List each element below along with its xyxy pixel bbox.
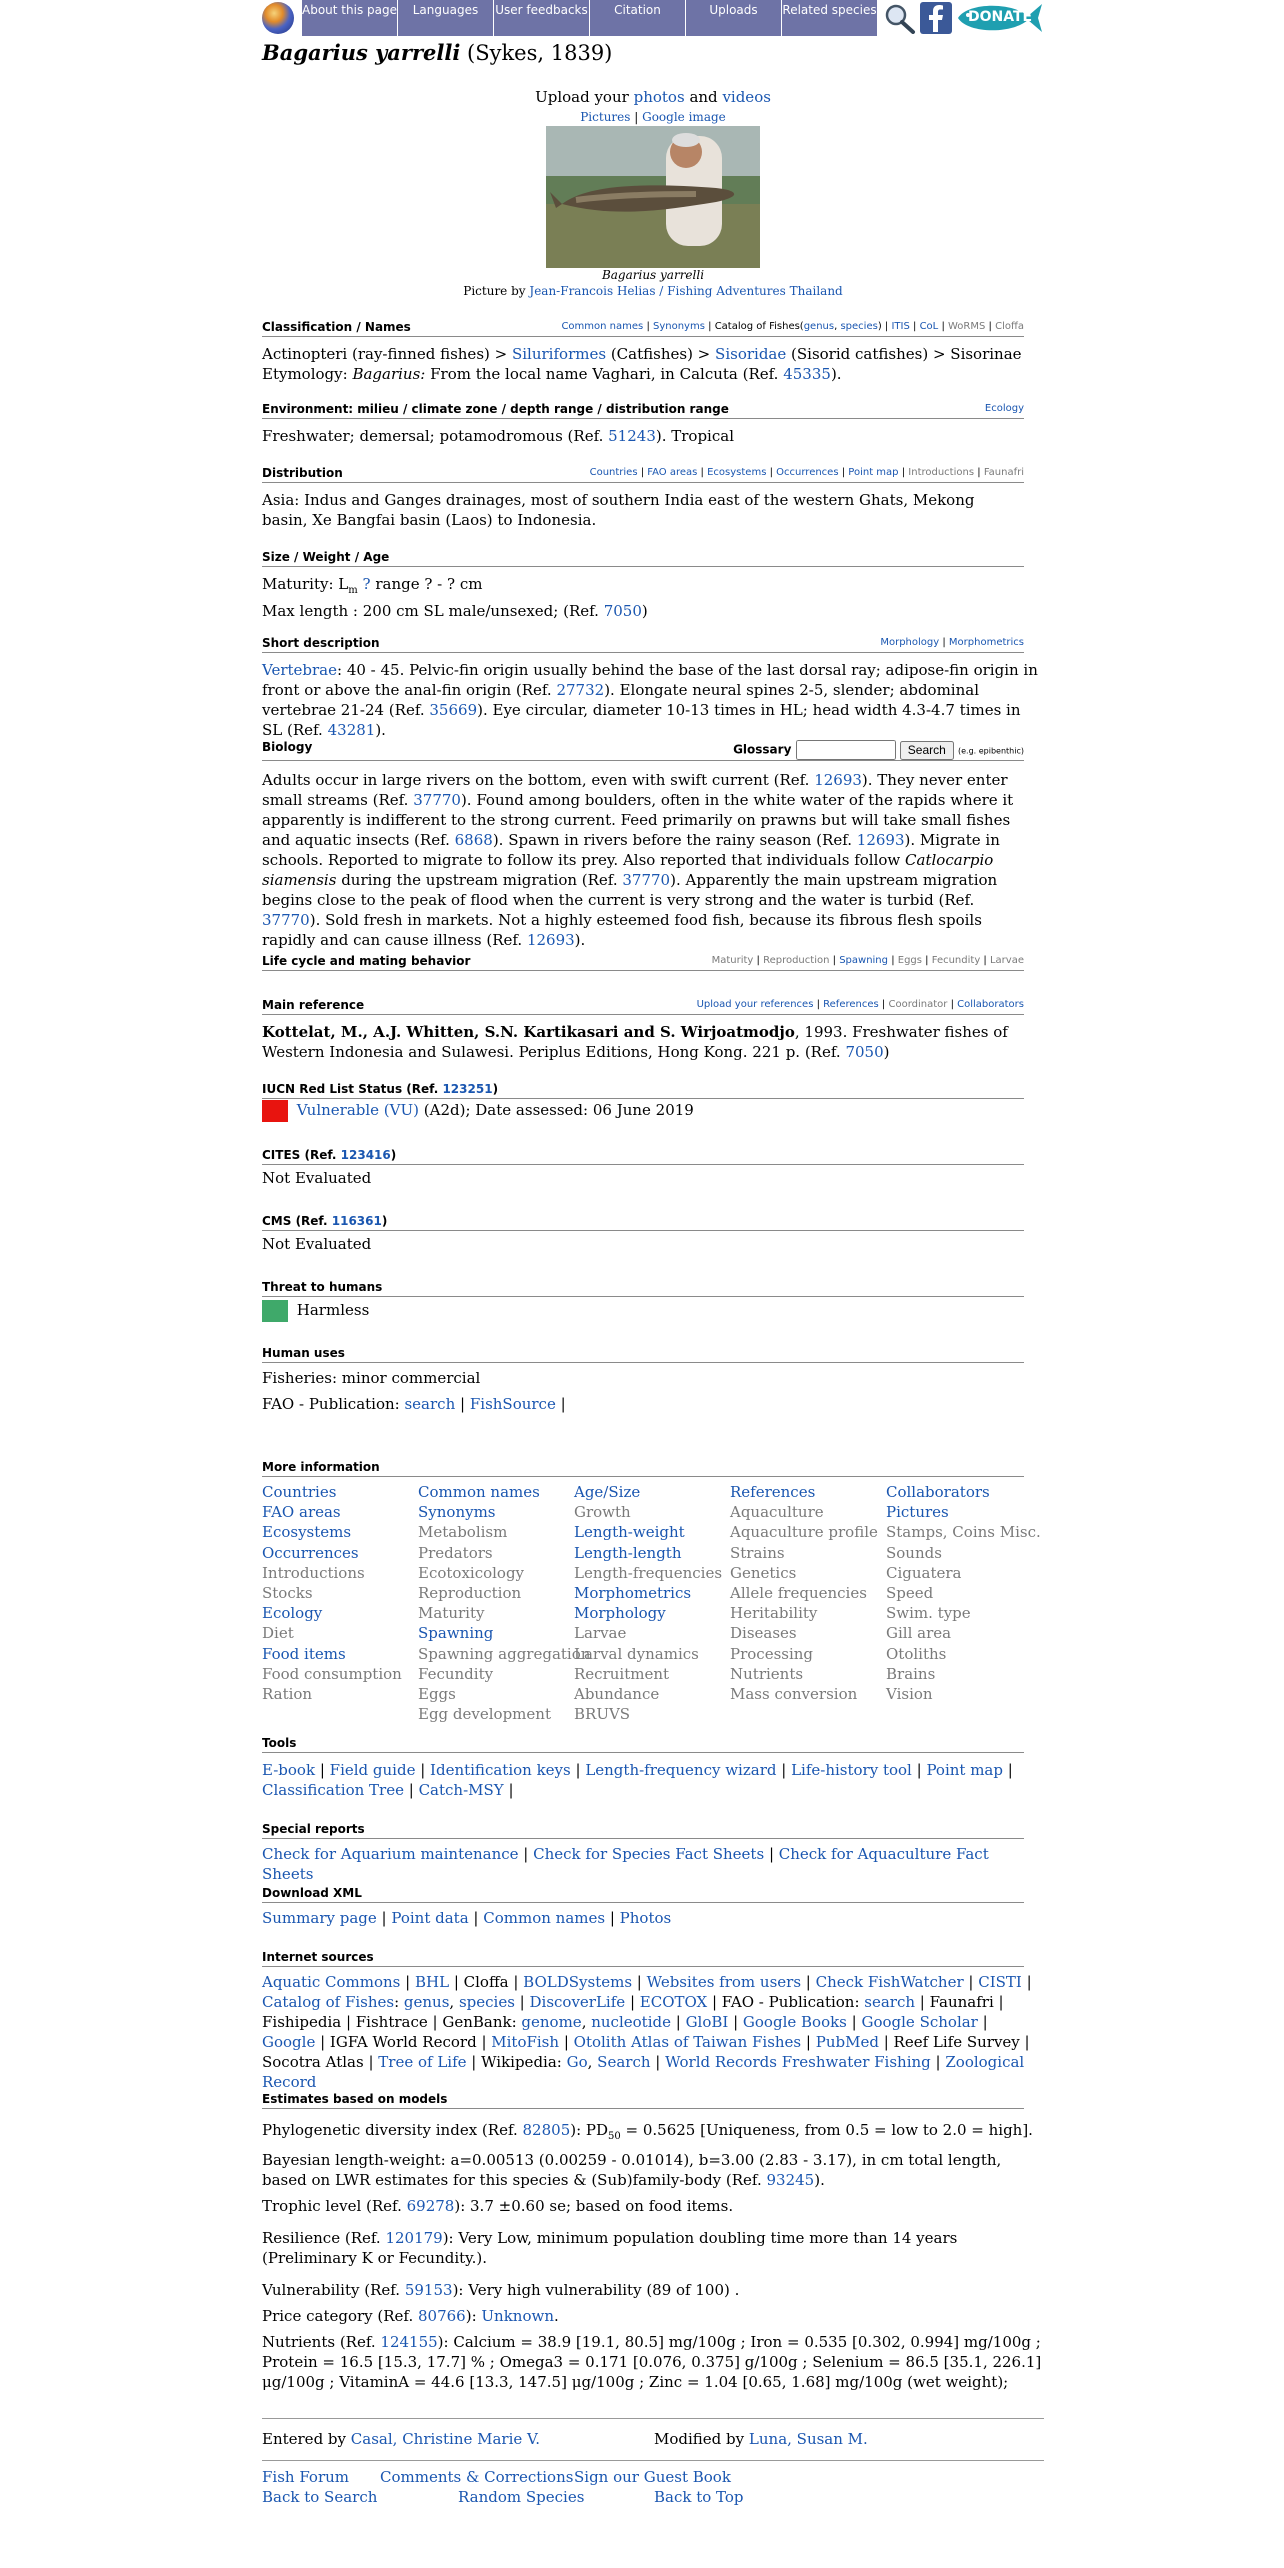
photo-caption: Bagarius yarrelli: [601, 268, 705, 282]
ecology-link[interactable]: Ecology: [984, 403, 1024, 414]
more-info-link[interactable]: Age/Size: [574, 1483, 641, 1501]
aquatic-commons-link[interactable]: Aquatic Commons: [262, 1973, 401, 1991]
classification-links: Common names | Synonyms | Catalog of Fishes(genus, species) | ITIS | CoL | WoRMS | Cloffa: [561, 321, 1024, 332]
more-info-link[interactable]: Speed: [886, 1584, 934, 1603]
classification-header: Classification / Names Common names | Synonyms | Catalog of Fishes(genus, species) | ITIS | CoL | WoRMS | Cloffa: [262, 320, 1024, 337]
more-info-link[interactable]: Mass conversion: [730, 1685, 858, 1704]
nav-bar: [302, 0, 878, 36]
back-to-top-link[interactable]: Back to Top: [654, 2488, 744, 2506]
nav-user-feedbacks[interactable]: User feedbacks: [494, 0, 590, 36]
more-info-link[interactable]: Ecology: [262, 1604, 323, 1623]
cloffa-link[interactable]: Cloffa: [995, 321, 1024, 332]
more-info-link[interactable]: Aquaculture: [730, 1503, 824, 1522]
more-info-link[interactable]: Introductions: [262, 1563, 365, 1582]
google-link[interactable]: Google: [262, 2033, 316, 2051]
ref-link[interactable]: 7050: [603, 602, 642, 620]
footer-divider: [262, 2418, 1044, 2419]
cof-genus-link[interactable]: genus: [803, 321, 835, 332]
human-uses-header: Human uses: [262, 1346, 1024, 1363]
iucn-color-swatch: [262, 1100, 288, 1122]
coordinator-link[interactable]: Coordinator: [888, 999, 948, 1010]
catch-msy-link[interactable]: Catch-MSY: [418, 1781, 504, 1799]
order-link[interactable]: Siluriformes: [511, 345, 607, 363]
threat-header: Threat to humans: [262, 1280, 1024, 1297]
picture-links: Pictures | Google image: [580, 110, 726, 124]
ref-link[interactable]: 51243: [608, 427, 656, 445]
common-names-xml-link[interactable]: Common names: [483, 1909, 606, 1927]
ref-link[interactable]: 116361: [331, 1214, 382, 1228]
references-link[interactable]: References: [823, 999, 879, 1010]
environment-text: Freshwater; demersal; potamodromous (Ref. 51243). Tropical: [262, 427, 734, 445]
more-info-link[interactable]: Diet: [262, 1624, 294, 1643]
fao-publication-line: FAO - Publication: search | FishSource |: [262, 1395, 566, 1413]
more-info-link[interactable]: Genetics: [730, 1563, 797, 1582]
ref-link[interactable]: 59153: [404, 2281, 453, 2299]
donate-label: DONATE: [968, 9, 1033, 25]
globi-link[interactable]: GloBI: [685, 2013, 729, 2031]
more-info-column: [574, 1482, 730, 1724]
more-info-link[interactable]: Nutrients: [730, 1664, 804, 1683]
ref-link[interactable]: 37770: [262, 911, 310, 929]
more-info-link[interactable]: Stamps, Coins Misc.: [886, 1523, 1041, 1542]
more-info-link[interactable]: References: [730, 1483, 816, 1501]
nav-citation[interactable]: Citation: [590, 0, 686, 36]
ebook-link[interactable]: E-book: [262, 1761, 316, 1779]
more-info-link[interactable]: Gill area: [886, 1624, 952, 1643]
more-info-link[interactable]: Brains: [886, 1664, 936, 1683]
more-info-link[interactable]: Maturity: [418, 1604, 485, 1623]
photo-credit-link[interactable]: Jean-Francois Helias / Fishing Adventures Thailand: [529, 284, 843, 298]
more-info-link[interactable]: Occurrences: [262, 1543, 359, 1562]
length-frequency-wizard-link[interactable]: Length-frequency wizard: [585, 1761, 777, 1779]
itis-link[interactable]: ITIS: [891, 321, 910, 332]
more-info-link[interactable]: Vision: [886, 1685, 933, 1704]
more-info-link[interactable]: Metabolism: [418, 1523, 508, 1542]
environment-header: Environment: milieu / climate zone / depth range / distribution range Ecology: [262, 402, 1024, 419]
ref-link[interactable]: 123416: [340, 1148, 391, 1162]
iucn-status: Vulnerable (VU) (A2d); Date assessed: 06 June 2019: [262, 1100, 1044, 1122]
more-info-link[interactable]: Ciguatera: [886, 1563, 962, 1582]
fish-forum-link[interactable]: Fish Forum: [262, 2468, 350, 2486]
point-map-link[interactable]: Point map: [926, 1761, 1003, 1779]
ref-link[interactable]: 123251: [442, 1082, 493, 1096]
tools-links: E-book | Field guide | Identification keys | Length-frequency wizard | Life-history tool | Point map | Classification Tree | Catch-MSY |: [262, 1761, 1013, 1799]
species-author: (Sykes, 1839): [467, 41, 613, 65]
more-info-link[interactable]: Eggs: [418, 1685, 456, 1704]
biology-text: Adults occur in large rivers on the bottom, even with swift current (Ref. 12693). They never enter small streams (Ref. 37770). Found among boulders, often in the white water of the rapids where it apparently is indifferent to the strong current. Feed primarily on prawns but will take small fishes and aquatic insects (Ref. 6868). Spawn in rivers before the rainy season (Ref. 12693). Migrate in schools. Reported to migrate to follow its prey. Also reported that individuals follow Catlocarpio siamensis during the upstream migration (Ref. 37770). Apparently the main upstream migration begins close to the peak of flood when the current is very strong and the water is turbid (Ref. 37770). Sold fresh in markets. Not a highly esteemed food fish, because its fibrous flesh spoils rapidly and can cause illness (Ref. 12693).: [262, 771, 1014, 949]
faunafri-link[interactable]: Faunafri: [983, 467, 1024, 478]
classification-line: Actinopteri (ray-finned fishes) > Siluriformes (Catfishes) > Sisoridae (Sisorid catfishes) > Sisorinae: [262, 345, 1022, 363]
more-info-link[interactable]: Morphology: [574, 1604, 666, 1623]
ref-link[interactable]: 27732: [556, 681, 605, 699]
human-uses-text: Fisheries: minor commercial: [262, 1369, 481, 1387]
guest-book-link[interactable]: Sign our Guest Book: [574, 2468, 731, 2486]
more-info-column: [262, 1482, 418, 1724]
glossary-search: Glossary Search (e.g. epibenthic): [733, 740, 1024, 760]
search-icon[interactable]: [882, 2, 916, 34]
more-info-link[interactable]: Length-frequencies: [574, 1563, 723, 1582]
otolith-atlas-link[interactable]: Otolith Atlas of Taiwan Fishes: [573, 2033, 802, 2051]
entered-by: Entered by Casal, Christine Marie V.: [262, 2430, 541, 2448]
donate-fish-icon[interactable]: [954, 0, 1046, 36]
iucn-status-link[interactable]: Vulnerable (VU): [296, 1101, 419, 1119]
more-info-link[interactable]: Countries: [262, 1483, 337, 1501]
wikipedia-search-link[interactable]: Search: [597, 2053, 651, 2071]
more-info-link[interactable]: Pictures: [886, 1503, 949, 1522]
worms-link[interactable]: WoRMS: [948, 321, 986, 332]
ref-link[interactable]: 43281: [327, 721, 376, 739]
download-xml-header: Download XML: [262, 1886, 1024, 1903]
modified-by-link[interactable]: Luna, Susan M.: [748, 2430, 868, 2448]
more-info-link[interactable]: Reproduction: [418, 1584, 522, 1603]
nav-languages[interactable]: Languages: [398, 0, 494, 36]
internet-sources-links: Aquatic Commons | BHL | Cloffa | BOLDSystems | Websites from users | Check FishWatcher | CISTI | Catalog of Fishes: genus, species | DiscoverLife | ECOTOX | FAO - Publication: search | Faunafri | Fishipedia | Fishtrace | GenBank: genome, nucleotide | GloBI | Google Books | Google Scholar | Google | IGFA World Record | MitoFish | Otolith Atlas of Taiwan Fishes | PubMed | Reef Life Survey | Socotra Atlas | Tree of Life | Wikipedia: Go, Search | World Records Freshwater Fishing | Zoological Record: [262, 1973, 1032, 2091]
more-info-link[interactable]: Ecotoxicology: [418, 1563, 525, 1582]
distribution-header: Distribution Countries | FAO areas | Ecosystems | Occurrences | Point map | Introductions | Faunafri: [262, 466, 1024, 483]
more-info-link[interactable]: Food consumption: [262, 1664, 402, 1683]
upload-videos-link[interactable]: videos: [722, 88, 771, 106]
upload-photos-link[interactable]: photos: [633, 88, 685, 106]
aquaculture-check-link[interactable]: Check for Aquaculture Fact Sheets: [262, 1845, 989, 1883]
special-reports-header: Special reports: [262, 1822, 1024, 1839]
ref-link[interactable]: 12693: [856, 831, 905, 849]
websites-from-users-link[interactable]: Websites from users: [646, 1973, 802, 1991]
price-category-link[interactable]: Unknown: [481, 2307, 554, 2325]
col-link[interactable]: CoL: [919, 321, 939, 332]
max-length-line: Max length : 200 cm SL male/unsexed; (Ref. 7050): [262, 602, 648, 620]
more-info-link[interactable]: Stocks: [262, 1584, 313, 1603]
ecosystems-link[interactable]: Ecosystems: [707, 467, 767, 478]
photos-xml-link[interactable]: Photos: [619, 1909, 672, 1927]
cms-header: CMS (Ref. 116361): [262, 1214, 1024, 1231]
bayesian-lw-line: Bayesian length-weight: a=0.00513 (0.00259 - 0.01014), b=3.00 (2.83 - 3.17), in cm total length, based on LWR estimates for this species & (Sub)family-body (Ref. 93245).: [262, 2151, 1002, 2189]
life-history-tool-link[interactable]: Life-history tool: [791, 1761, 912, 1779]
ref-link[interactable]: 69278: [406, 2197, 455, 2215]
eggs-link[interactable]: Eggs: [897, 955, 922, 966]
spawning-link[interactable]: Spawning: [839, 955, 888, 966]
more-info-link[interactable]: Diseases: [730, 1624, 797, 1643]
more-info-link[interactable]: Growth: [574, 1503, 631, 1522]
cof-species-link[interactable]: species: [840, 321, 878, 332]
family-link[interactable]: Sisoridae: [715, 345, 787, 363]
more-info-link[interactable]: Spawning aggregation: [418, 1644, 591, 1663]
ref-link[interactable]: 45335: [783, 365, 831, 383]
ref-link[interactable]: 124155: [380, 2333, 438, 2351]
vertebrae-link[interactable]: Vertebrae: [262, 661, 337, 679]
ref-link[interactable]: 6868: [454, 831, 493, 849]
size-header: Size / Weight / Age: [262, 550, 1024, 567]
threat-color-swatch: [262, 1300, 288, 1322]
more-info-link[interactable]: Sounds: [886, 1543, 942, 1562]
nav-about[interactable]: About this page: [302, 0, 398, 36]
mitofish-link[interactable]: MitoFish: [491, 2033, 560, 2051]
zoological-record-link[interactable]: Zoological Record: [262, 2053, 1025, 2091]
more-info-link[interactable]: Length-weight: [574, 1523, 685, 1542]
iucn-header: IUCN Red List Status (Ref. 123251): [262, 1082, 1024, 1099]
special-reports-links: Check for Aquarium maintenance | Check for Species Fact Sheets | Check for Aquaculture Fact Sheets: [262, 1845, 989, 1883]
more-info-link[interactable]: Recruitment: [574, 1664, 670, 1683]
fao-areas-link[interactable]: FAO areas: [647, 467, 698, 478]
more-info-link[interactable]: Common names: [418, 1483, 540, 1501]
glossary-search-button[interactable]: Search: [900, 741, 954, 760]
more-info-link[interactable]: Ecosystems: [262, 1523, 352, 1542]
vulnerability-line: Vulnerability (Ref. 59153): Very high vulnerability (89 of 100) .: [262, 2281, 740, 2299]
cms-text: Not Evaluated: [262, 1235, 372, 1253]
top-navigation: [262, 0, 1044, 36]
maturity-link[interactable]: Maturity: [711, 955, 754, 966]
cites-header: CITES (Ref. 123416): [262, 1148, 1024, 1165]
google-scholar-link[interactable]: Google Scholar: [861, 2013, 978, 2031]
short-description-header: Short description Morphology | Morphometrics: [262, 636, 1024, 653]
photo-credit: Picture by Jean-Francois Helias / Fishing Adventures Thailand: [463, 284, 843, 298]
catalog-of-fishes-link[interactable]: Catalog of Fishes: [262, 1993, 395, 2011]
more-info-link[interactable]: Abundance: [574, 1685, 660, 1704]
ref-link[interactable]: 82805: [522, 2121, 571, 2139]
countries-link[interactable]: Countries: [589, 467, 638, 478]
more-info-link[interactable]: Larvae: [574, 1624, 627, 1643]
page-title: [262, 40, 612, 65]
more-info-link[interactable]: Food items: [262, 1644, 346, 1663]
cof-genus-link[interactable]: genus: [403, 1993, 450, 2011]
field-guide-link[interactable]: Field guide: [329, 1761, 416, 1779]
more-info-link[interactable]: BRUVS: [574, 1705, 631, 1724]
more-info-link[interactable]: Length-length: [574, 1543, 682, 1562]
ref-link[interactable]: 12693: [526, 931, 575, 949]
world-records-link[interactable]: World Records Freshwater Fishing: [665, 2053, 931, 2071]
collaborators-link[interactable]: Collaborators: [957, 999, 1024, 1010]
ref-link[interactable]: 37770: [413, 791, 461, 809]
more-info-link[interactable]: Heritability: [730, 1604, 818, 1623]
more-info-column: [418, 1482, 591, 1724]
ref-link[interactable]: 12693: [814, 771, 862, 789]
tree-of-life-link[interactable]: Tree of Life: [378, 2053, 467, 2071]
more-info-link[interactable]: Strains: [730, 1543, 785, 1562]
occurrences-link[interactable]: Occurrences: [776, 467, 839, 478]
modified-by: Modified by Luna, Susan M.: [654, 2430, 868, 2448]
more-info-column: [886, 1482, 1042, 1724]
discoverlife-link[interactable]: DiscoverLife: [529, 1993, 626, 2011]
price-category-line: Price category (Ref. 80766): Unknown.: [262, 2307, 559, 2325]
maturity-link[interactable]: ?: [362, 575, 371, 593]
ref-link[interactable]: 35669: [429, 701, 478, 719]
boldsystems-link[interactable]: BOLDSystems: [523, 1973, 633, 1991]
more-information-grid: [262, 1482, 1062, 1724]
larvae-link[interactable]: Larvae: [989, 955, 1024, 966]
upload-line: Upload your photos and videos: [535, 88, 771, 106]
fecundity-link[interactable]: Fecundity: [931, 955, 981, 966]
more-info-link[interactable]: Aquaculture profile: [730, 1523, 878, 1542]
genbank-genome-link[interactable]: genome: [521, 2013, 582, 2031]
point-map-link[interactable]: Point map: [848, 467, 899, 478]
fishbase-globe-logo[interactable]: [262, 2, 294, 34]
short-description-text: Vertebrae: 40 - 45. Pelvic-fin origin usually behind the base of the last dorsal ray; adipose-fin origin in front or above the anal-fin origin (Ref. 27732). Elongate neural spines 2-5, slender; abdominal vertebrae 21-24 (Ref. 35669). Eye circular, diameter 10-13 times in HL; head width 4.3-4.7 times in SL (Ref. 43281).: [262, 661, 1038, 739]
comments-corrections-link[interactable]: Comments & Corrections: [380, 2468, 574, 2486]
more-info-link[interactable]: FAO areas: [262, 1503, 341, 1522]
identification-keys-link[interactable]: Identification keys: [430, 1761, 571, 1779]
back-to-search-link[interactable]: Back to Search: [262, 2488, 378, 2506]
wikipedia-go-link[interactable]: Go: [566, 2053, 588, 2071]
bhl-link[interactable]: BHL: [414, 1973, 450, 1991]
more-info-link[interactable]: Processing: [730, 1644, 814, 1663]
glossary-input[interactable]: [796, 740, 896, 760]
lifecycle-header: Life cycle and mating behavior Maturity | Reproduction | Spawning | Eggs | Fecundity | Larvae: [262, 954, 1024, 971]
morphology-link[interactable]: Morphology: [880, 637, 940, 648]
pictures-link[interactable]: Pictures: [580, 110, 631, 124]
classification-tree-link[interactable]: Classification Tree: [262, 1781, 404, 1799]
introductions-link[interactable]: Introductions: [908, 467, 975, 478]
fao-search-link[interactable]: search: [404, 1395, 456, 1413]
entered-by-link[interactable]: Casal, Christine Marie V.: [350, 2430, 541, 2448]
more-info-link[interactable]: Allele frequencies: [730, 1584, 867, 1603]
more-info-link[interactable]: Spawning: [418, 1624, 494, 1643]
nutrients-line: Nutrients (Ref. 124155): Calcium = 38.9 [19.1, 80.5] mg/100g ; Iron = 0.535 [0.302, 0.994] mg/100g ; Protein = 16.5 [15.3, 17.7] % ; Omega3 = 0.171 [0.076, 0.375] g/100g ; Selenium = 86.5 [35.1, 226.1] μg/100g ; VitaminA = 44.6 [13.3, 147.5] μg/100g ; Zinc = 1.04 [0.65, 1.68] mg/100g (wet weight);: [262, 2333, 1042, 2391]
more-info-link[interactable]: Swim. type: [886, 1604, 971, 1623]
common-names-link[interactable]: Common names: [561, 321, 644, 332]
more-info-link[interactable]: Morphometrics: [574, 1584, 692, 1603]
more-info-link[interactable]: Collaborators: [886, 1483, 990, 1501]
etymology-line: Etymology: Bagarius: From the local name Vaghari, in Calcuta (Ref. 45335).: [262, 365, 842, 383]
ecotox-link[interactable]: ECOTOX: [639, 1993, 708, 2011]
threat-status: Harmless: [262, 1300, 1044, 1322]
internet-sources-header: Internet sources: [262, 1950, 1024, 1967]
more-info-link[interactable]: Ration: [262, 1685, 313, 1704]
ref-link[interactable]: 120179: [385, 2229, 443, 2247]
point-data-link[interactable]: Point data: [391, 1909, 469, 1927]
ref-link[interactable]: 80766: [418, 2307, 466, 2325]
pubmed-link[interactable]: PubMed: [815, 2033, 879, 2051]
cof-species-link[interactable]: species: [458, 1993, 515, 2011]
distribution-text: Asia: Indus and Ganges drainages, most of southern India east of the western Ghats, Mekong basin, Xe Bangfai basin (Laos) to Indonesia.: [262, 491, 975, 529]
size-text: [262, 574, 1044, 621]
aquarium-check-link[interactable]: Check for Aquarium maintenance: [262, 1845, 519, 1863]
ref-link[interactable]: 37770: [622, 871, 671, 889]
classification-text: [262, 344, 1044, 384]
species-photo[interactable]: [546, 126, 760, 268]
morphometrics-link[interactable]: Morphometrics: [948, 637, 1024, 648]
nav-related-species[interactable]: Related species: [782, 0, 878, 36]
more-info-link[interactable]: Synonyms: [418, 1503, 496, 1522]
google-image-link[interactable]: Google image: [642, 110, 726, 124]
more-info-column: [730, 1482, 886, 1724]
download-xml-links: Summary page | Point data | Common names | Photos: [262, 1909, 672, 1927]
main-reference-header: Main reference Upload your references | References | Coordinator | Collaborators: [262, 998, 1024, 1015]
reproduction-link[interactable]: Reproduction: [763, 955, 830, 966]
phylo-diversity-line: Phylogenetic diversity index (Ref. 82805): $PD_{50} = 0.5625$ [Uniqueness, from 0.5 = low to 2.0 = high].: [262, 2121, 1033, 2142]
more-info-link[interactable]: Otoliths: [886, 1644, 947, 1663]
estimates-header: Estimates based on models: [262, 2092, 1024, 2109]
more-info-link[interactable]: Fecundity: [418, 1664, 494, 1683]
resilience-line: Resilience (Ref. 120179): Very Low, minimum population doubling time more than 14 years (Preliminary K or Fecundity.).: [262, 2229, 958, 2267]
google-books-link[interactable]: Google Books: [742, 2013, 847, 2031]
cites-text: Not Evaluated: [262, 1169, 372, 1187]
tools-header: Tools: [262, 1736, 1024, 1753]
cisti-link[interactable]: CISTI: [978, 1973, 1022, 1991]
ref-link[interactable]: 7050: [845, 1043, 884, 1061]
fact-sheets-check-link[interactable]: Check for Species Fact Sheets: [533, 1845, 765, 1863]
biology-header: Biology Glossary Search (e.g. epibenthic): [262, 740, 1024, 761]
more-info-link[interactable]: Larval dynamics: [574, 1644, 699, 1663]
maturity-line: Maturity: $L_m$ ? range ? - ? cm: [262, 575, 483, 596]
fishsource-link[interactable]: FishSource: [469, 1395, 556, 1413]
random-species-link[interactable]: Random Species: [458, 2488, 585, 2506]
main-reference-text: Kottelat, M., A.J. Whitten, S.N. Kartikasari and S. Wirjoatmodjo, 1993. Freshwater fishes of Western Indonesia and Sulawesi. Periplus Editions, Hong Kong. 221 p. (Ref. 7050): [262, 1023, 1008, 1061]
footer-divider: [262, 2460, 1044, 2461]
genbank-nucleotide-link[interactable]: nucleotide: [591, 2013, 671, 2031]
check-fishwatcher-link[interactable]: Check FishWatcher: [815, 1973, 964, 1991]
summary-page-link[interactable]: Summary page: [262, 1909, 377, 1927]
synonyms-link[interactable]: Synonyms: [653, 321, 705, 332]
species-name: Bagarius yarrelli: [262, 40, 461, 65]
ref-link[interactable]: 93245: [766, 2171, 815, 2189]
nav-uploads[interactable]: Uploads: [686, 0, 782, 36]
upload-references-link[interactable]: Upload your references: [696, 999, 814, 1010]
more-info-link[interactable]: Egg development: [418, 1705, 551, 1724]
more-info-link[interactable]: Predators: [418, 1543, 493, 1562]
facebook-icon[interactable]: [920, 2, 952, 34]
trophic-level-line: Trophic level (Ref. 69278): 3.7 ±0.60 se; based on food items.: [262, 2197, 734, 2215]
more-information-header: More information: [262, 1460, 1024, 1477]
fao-search-link[interactable]: search: [864, 1993, 916, 2011]
